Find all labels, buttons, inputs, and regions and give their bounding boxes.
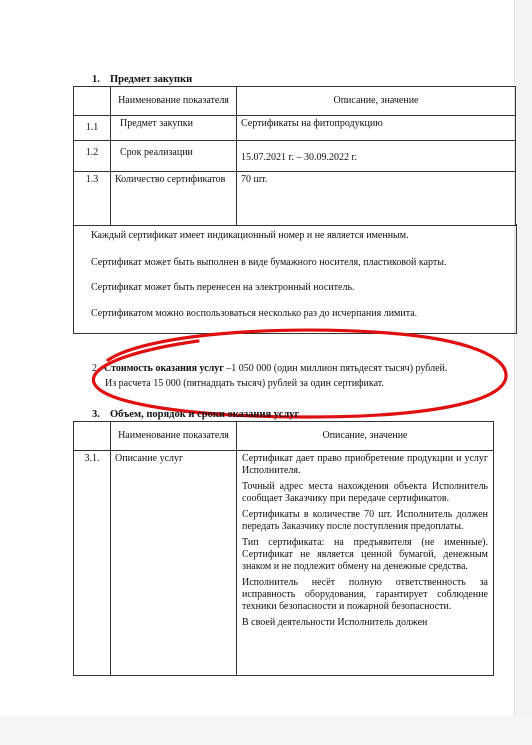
description-paragraph: Тип сертификата: на предъявителя (не именные). Сертификат не является ценной бумагой, денежным знаком и не подлежит обмену на денежные средства. <box>242 537 488 572</box>
page-right-edge <box>514 0 532 745</box>
table-row <box>74 116 516 141</box>
section1-notes <box>73 224 517 334</box>
table-row <box>74 172 516 226</box>
page-bottom-edge <box>0 716 532 745</box>
row-value: 70 шт. <box>237 172 516 226</box>
row-name: Количество сертификатов <box>111 172 237 226</box>
note-text: Сертификат может быть перенесен на электронный носитель. <box>91 282 355 293</box>
row-number: 1.3 <box>74 172 111 226</box>
section3-header-row <box>74 422 494 451</box>
note-text: Сертификатом можно воспользоваться несколько раз до исчерпания лимита. <box>91 308 418 319</box>
section2-label: Стоимость оказания услуг <box>104 363 224 374</box>
section3-table <box>73 421 494 676</box>
section3-header-value: Описание, значение <box>237 422 494 451</box>
section1-header-row <box>74 87 516 116</box>
section2-number: 2. <box>92 363 100 374</box>
section3-header-num <box>74 422 111 451</box>
table-row <box>74 451 494 676</box>
annotation-ellipse <box>88 327 510 420</box>
section3-heading <box>92 409 299 420</box>
section2-line2: Из расчета 15 000 (пятнадцать тысяч) рублей за один сертификат. <box>105 378 384 389</box>
section1-header-num <box>74 87 111 116</box>
description-paragraph: Исполнитель несёт полную ответственность за исправность оборудования, гарантирует соблюдение техники безопасности и пожарной безопасности. <box>242 577 488 612</box>
row-number: 3.1. <box>74 451 111 676</box>
section1-table <box>73 86 516 226</box>
row-description <box>237 451 494 676</box>
row-value: Сертификаты на фитопродукцию <box>237 116 516 141</box>
row-number: 1.1 <box>74 116 111 141</box>
section1-heading <box>92 74 192 85</box>
note-text: Каждый сертификат имеет индикационный номер и не является именным. <box>91 230 409 241</box>
row-number: 1.2 <box>74 141 111 172</box>
description-paragraph: Сертификат дает право приобретение продукции и услуг Исполнителя. <box>242 453 488 476</box>
section2-cost: –1 050 000 (один миллион пятьдесят тысяч) рублей. <box>223 363 448 374</box>
section1-header-value: Описание, значение <box>237 87 516 116</box>
section1-header-name: Наименование показателя <box>111 87 237 116</box>
note-text: Сертификат может быть выполнен в виде бумажного носителя, пластиковой карты. <box>91 257 447 268</box>
table-row <box>74 141 516 172</box>
description-paragraph: В своей деятельности Исполнитель должен <box>242 617 428 628</box>
row-value: 15.07.2021 г. – 30.09.2022 г. <box>237 141 516 172</box>
section3-header-name: Наименование показателя <box>111 422 237 451</box>
section3-number: 3. <box>92 409 100 420</box>
section1-number: 1. <box>92 74 100 85</box>
row-name: Срок реализации <box>111 141 237 172</box>
row-name: Описание услуг <box>111 451 237 676</box>
row-name: Предмет закупки <box>111 116 237 141</box>
description-paragraph: Точный адрес места нахождения объекта Исполнитель сообщает Заказчику при передаче сертификатов. <box>242 481 488 504</box>
description-paragraph: Сертификаты в количестве 70 шт. Исполнитель должен передать Заказчику после поступления предоплаты. <box>242 509 488 532</box>
section1-title: Предмет закупки <box>110 74 193 85</box>
section3-title: Объем, порядок и сроки оказания услуг <box>110 409 300 420</box>
